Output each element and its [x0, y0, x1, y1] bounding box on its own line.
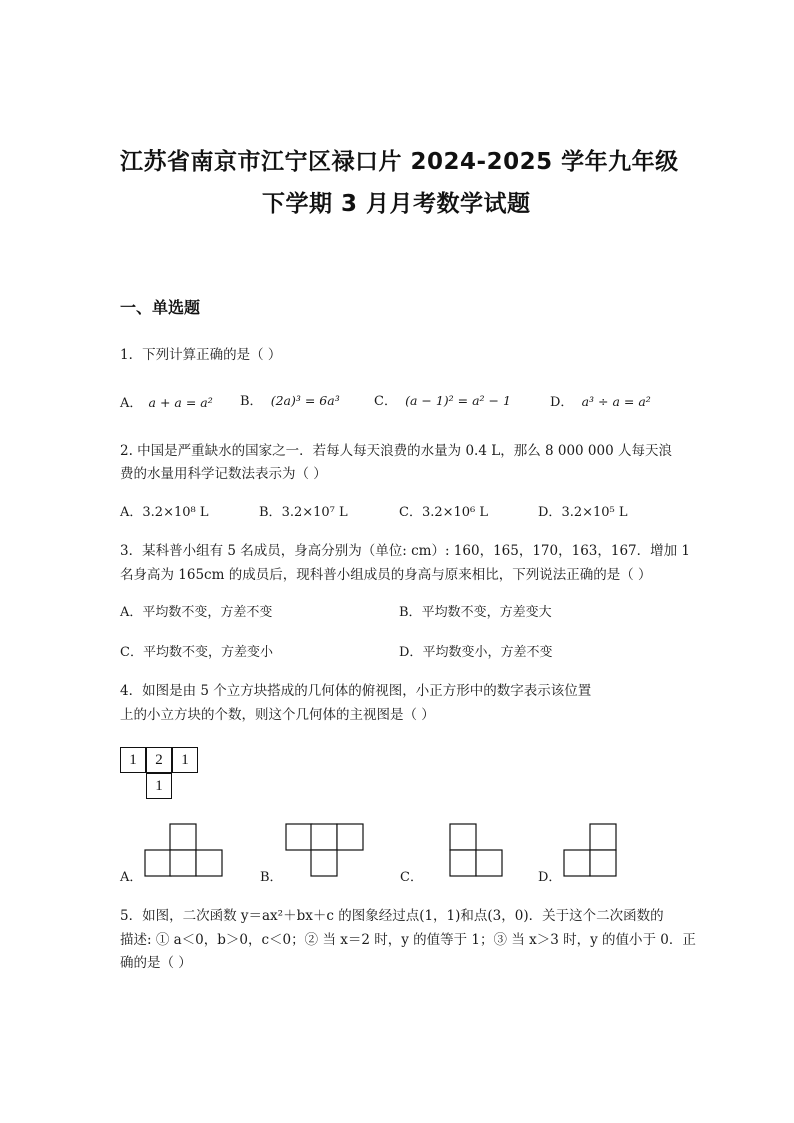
q3-option-b	[399, 601, 552, 620]
q2-option-d	[538, 501, 628, 520]
q4-option-d-figure	[563, 823, 619, 877]
q2-option-b-label: B．	[259, 505, 282, 520]
q1-option-d-label: D．	[550, 395, 574, 410]
q1-option-d-expr: a³ ÷ a = a²	[581, 394, 651, 409]
document-title-line2: 下学期 3 月月考数学试题	[262, 191, 531, 217]
q2-option-b	[259, 501, 348, 520]
q2-option-a-label: A．	[120, 505, 143, 520]
q1-option-c-expr: (a − 1)² = a² − 1	[405, 393, 511, 408]
q1-option-b	[240, 390, 340, 409]
q1-option-a	[120, 392, 213, 411]
q2-option-c-text: 3.2×10⁶ L	[421, 505, 489, 520]
question-5-line1: 5．如图，二次函数 y＝ax²＋bx＋c 的图象经过点(1，1)和点(3，0)．关于这个二次函数的	[120, 908, 664, 924]
q4-option-a-label: A．	[120, 870, 143, 885]
question-1-stem: 1．下列计算正确的是（ ）	[120, 347, 282, 363]
q1-option-c-label: C．	[374, 394, 397, 409]
grid-cell: 1	[146, 773, 172, 799]
question-2-line1: 2. 中国是严重缺水的国家之一．若每人每天浪费的水量为 0.4 L，那么 8 000 000 人每天浪	[120, 443, 672, 459]
q2-option-c-label: C．	[399, 505, 422, 520]
q1-option-a-expr: a + a = a²	[148, 395, 213, 410]
question-5-line3: 确的是（ ）	[120, 955, 192, 971]
q1-option-b-label: B．	[240, 394, 263, 409]
q3-option-b-text: 平均数不变，方差变大	[421, 605, 552, 620]
q4-option-a-figure	[144, 823, 224, 877]
question-5-line2: 描述: ① a＜0，b＞0，c＜0；② 当 x＝2 时，y 的值等于 1；③ 当 x＞3 时，y 的值小于 0．正	[120, 932, 696, 948]
q3-option-d-label: D．	[399, 645, 423, 660]
q2-option-d-text: 3.2×10⁵ L	[561, 505, 628, 520]
q4-option-b-figure	[285, 823, 365, 877]
grid-cell: 1	[120, 747, 146, 773]
q1-option-b-expr: (2a)³ = 6a³	[270, 393, 340, 408]
document-title-line1: 江苏省南京市江宁区禄口片 2024-2025 学年九年级	[120, 149, 679, 175]
q1-option-d	[550, 391, 651, 410]
q4-option-c-label: C．	[400, 870, 423, 885]
grid-cell: 2	[146, 747, 172, 773]
q4-option-b-label: B．	[260, 870, 283, 885]
q3-option-c	[120, 641, 273, 660]
q4-option-c-figure	[449, 823, 505, 877]
question-4-line1: 4．如图是由 5 个立方块搭成的几何体的俯视图，小正方形中的数字表示该位置	[120, 683, 592, 699]
q3-option-b-label: B．	[399, 605, 422, 620]
q2-option-d-label: D．	[538, 505, 562, 520]
grid-cell: 1	[172, 747, 198, 773]
q3-option-c-text: 平均数不变，方差变小	[142, 645, 273, 660]
section-heading-single-choice: 一、单选题	[120, 298, 201, 317]
q3-option-a	[120, 601, 272, 620]
question-2-line2: 费的水量用科学记数法表示为（ ）	[120, 466, 327, 482]
q3-option-a-text: 平均数不变，方差不变	[142, 605, 273, 620]
q3-option-a-label: A．	[120, 605, 143, 620]
q2-option-a-text: 3.2×10⁸ L	[142, 505, 209, 520]
q3-option-d-text: 平均数变小，方差不变	[422, 645, 553, 660]
question-3-line2: 名身高为 165cm 的成员后，现科普小组成员的身高与原来相比，下列说法正确的是（ ）	[120, 567, 652, 583]
q3-option-d	[399, 641, 552, 660]
q2-option-c	[399, 501, 488, 520]
q4-option-d-label: D．	[538, 870, 562, 885]
question-4-line2: 上的小立方块的个数，则这个几何体的主视图是（ ）	[120, 707, 435, 723]
q2-option-a	[120, 501, 208, 520]
q1-option-a-label: A．	[120, 396, 143, 411]
question-3-line1: 3．某科普小组有 5 名成员，身高分别为（单位: cm）: 160，165，170，163，167．增加 1	[120, 543, 691, 559]
q2-option-b-text: 3.2×10⁷ L	[281, 505, 348, 520]
q3-option-c-label: C．	[120, 645, 143, 660]
q1-option-c	[374, 390, 511, 409]
